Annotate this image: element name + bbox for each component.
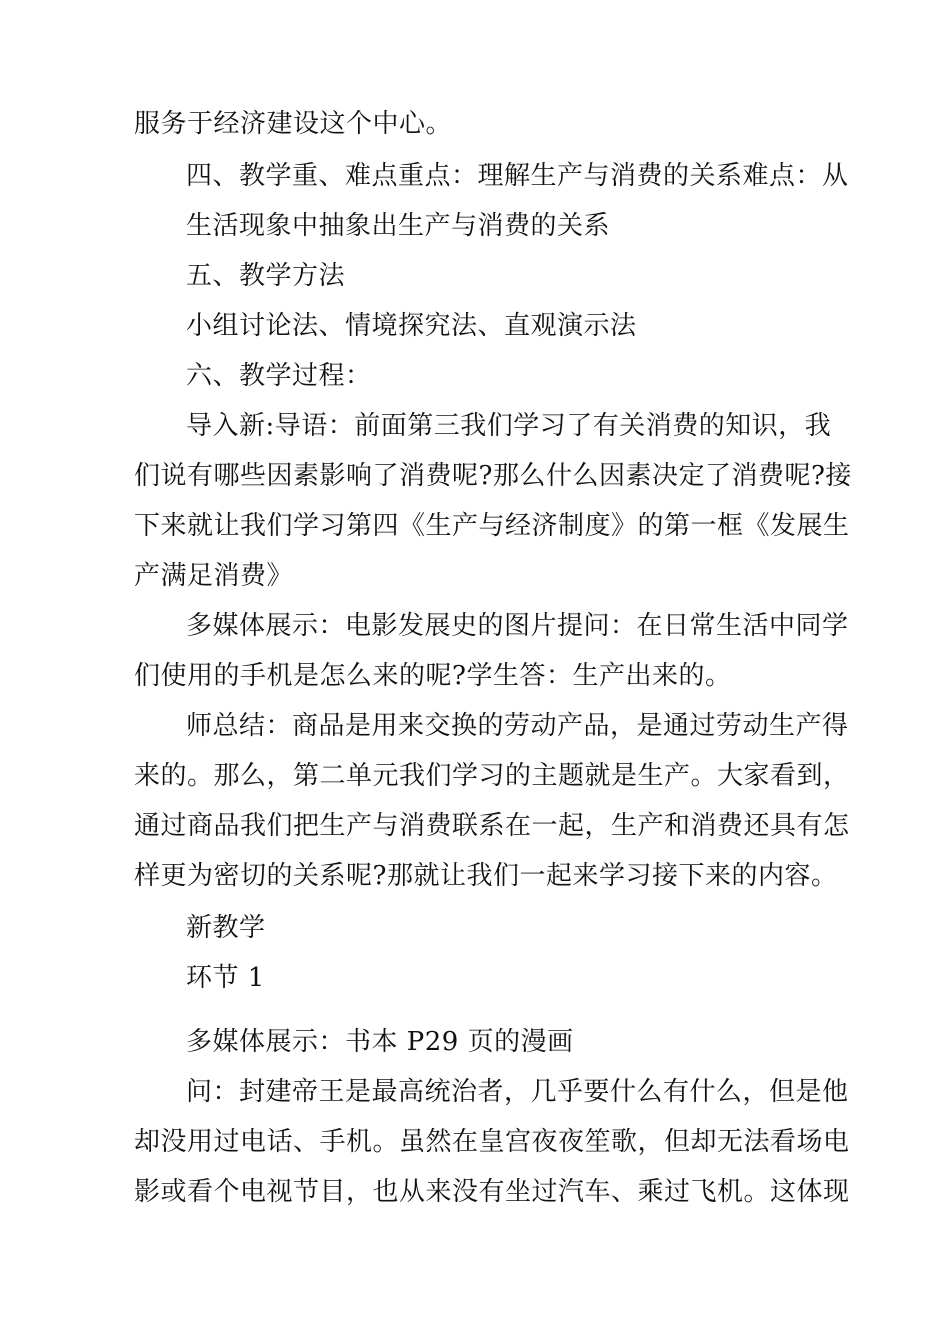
text-line: 产满足消费》: [134, 561, 294, 591]
text-line: 小组讨论法、情境探究法、直观演示法: [186, 311, 637, 341]
text-line: 多媒体展示：电影发展史的图片提问：在日常生活中同学: [186, 611, 849, 641]
text-line: 导入新:导语：前面第三我们学习了有关消费的知识，我: [186, 411, 832, 441]
section-heading-methods: 五、教学方法: [186, 261, 346, 291]
text-line: 来的。那么，第二单元我们学习的主题就是生产。大家看到，: [134, 761, 850, 791]
text-line: 影或看个电视节目，也从来没有坐过汽车、乘过飞机。这体现: [134, 1177, 850, 1207]
text-line: 师总结：商品是用来交换的劳动产品，是通过劳动生产得: [186, 711, 849, 741]
text-line: 下来就让我们学习第四《生产与经济制度》的第一框《发展生: [134, 511, 850, 541]
text-line: 们使用的手机是怎么来的呢?学生答：生产出来的。: [134, 661, 732, 691]
text-line: 多媒体展示：书本 P29 页的漫画: [186, 1027, 574, 1057]
section-heading-process: 六、教学过程：: [186, 361, 372, 391]
section-heading-focus: 四、教学重、难点重点：理解生产与消费的关系难点：从: [186, 161, 849, 191]
text-line: 环节 1: [186, 963, 265, 993]
text-line: 问：封建帝王是最高统治者，几乎要什么有什么，但是他: [186, 1077, 849, 1107]
text-line: 通过商品我们把生产与消费联系在一起，生产和消费还具有怎: [134, 811, 850, 841]
text-line: 样更为密切的关系呢?那就让我们一起来学习接下来的内容。: [134, 861, 838, 891]
text-line: 服务于经济建设这个中心。: [134, 109, 453, 139]
text-line: 却没用过电话、手机。虽然在皇宫夜夜笙歌，但却无法看场电: [134, 1127, 850, 1157]
text-line: 们说有哪些因素影响了消费呢?那么什么因素决定了消费呢?接: [134, 461, 852, 491]
text-line: 新教学: [186, 913, 266, 943]
text-line: 生活现象中抽象出生产与消费的关系: [186, 211, 611, 241]
